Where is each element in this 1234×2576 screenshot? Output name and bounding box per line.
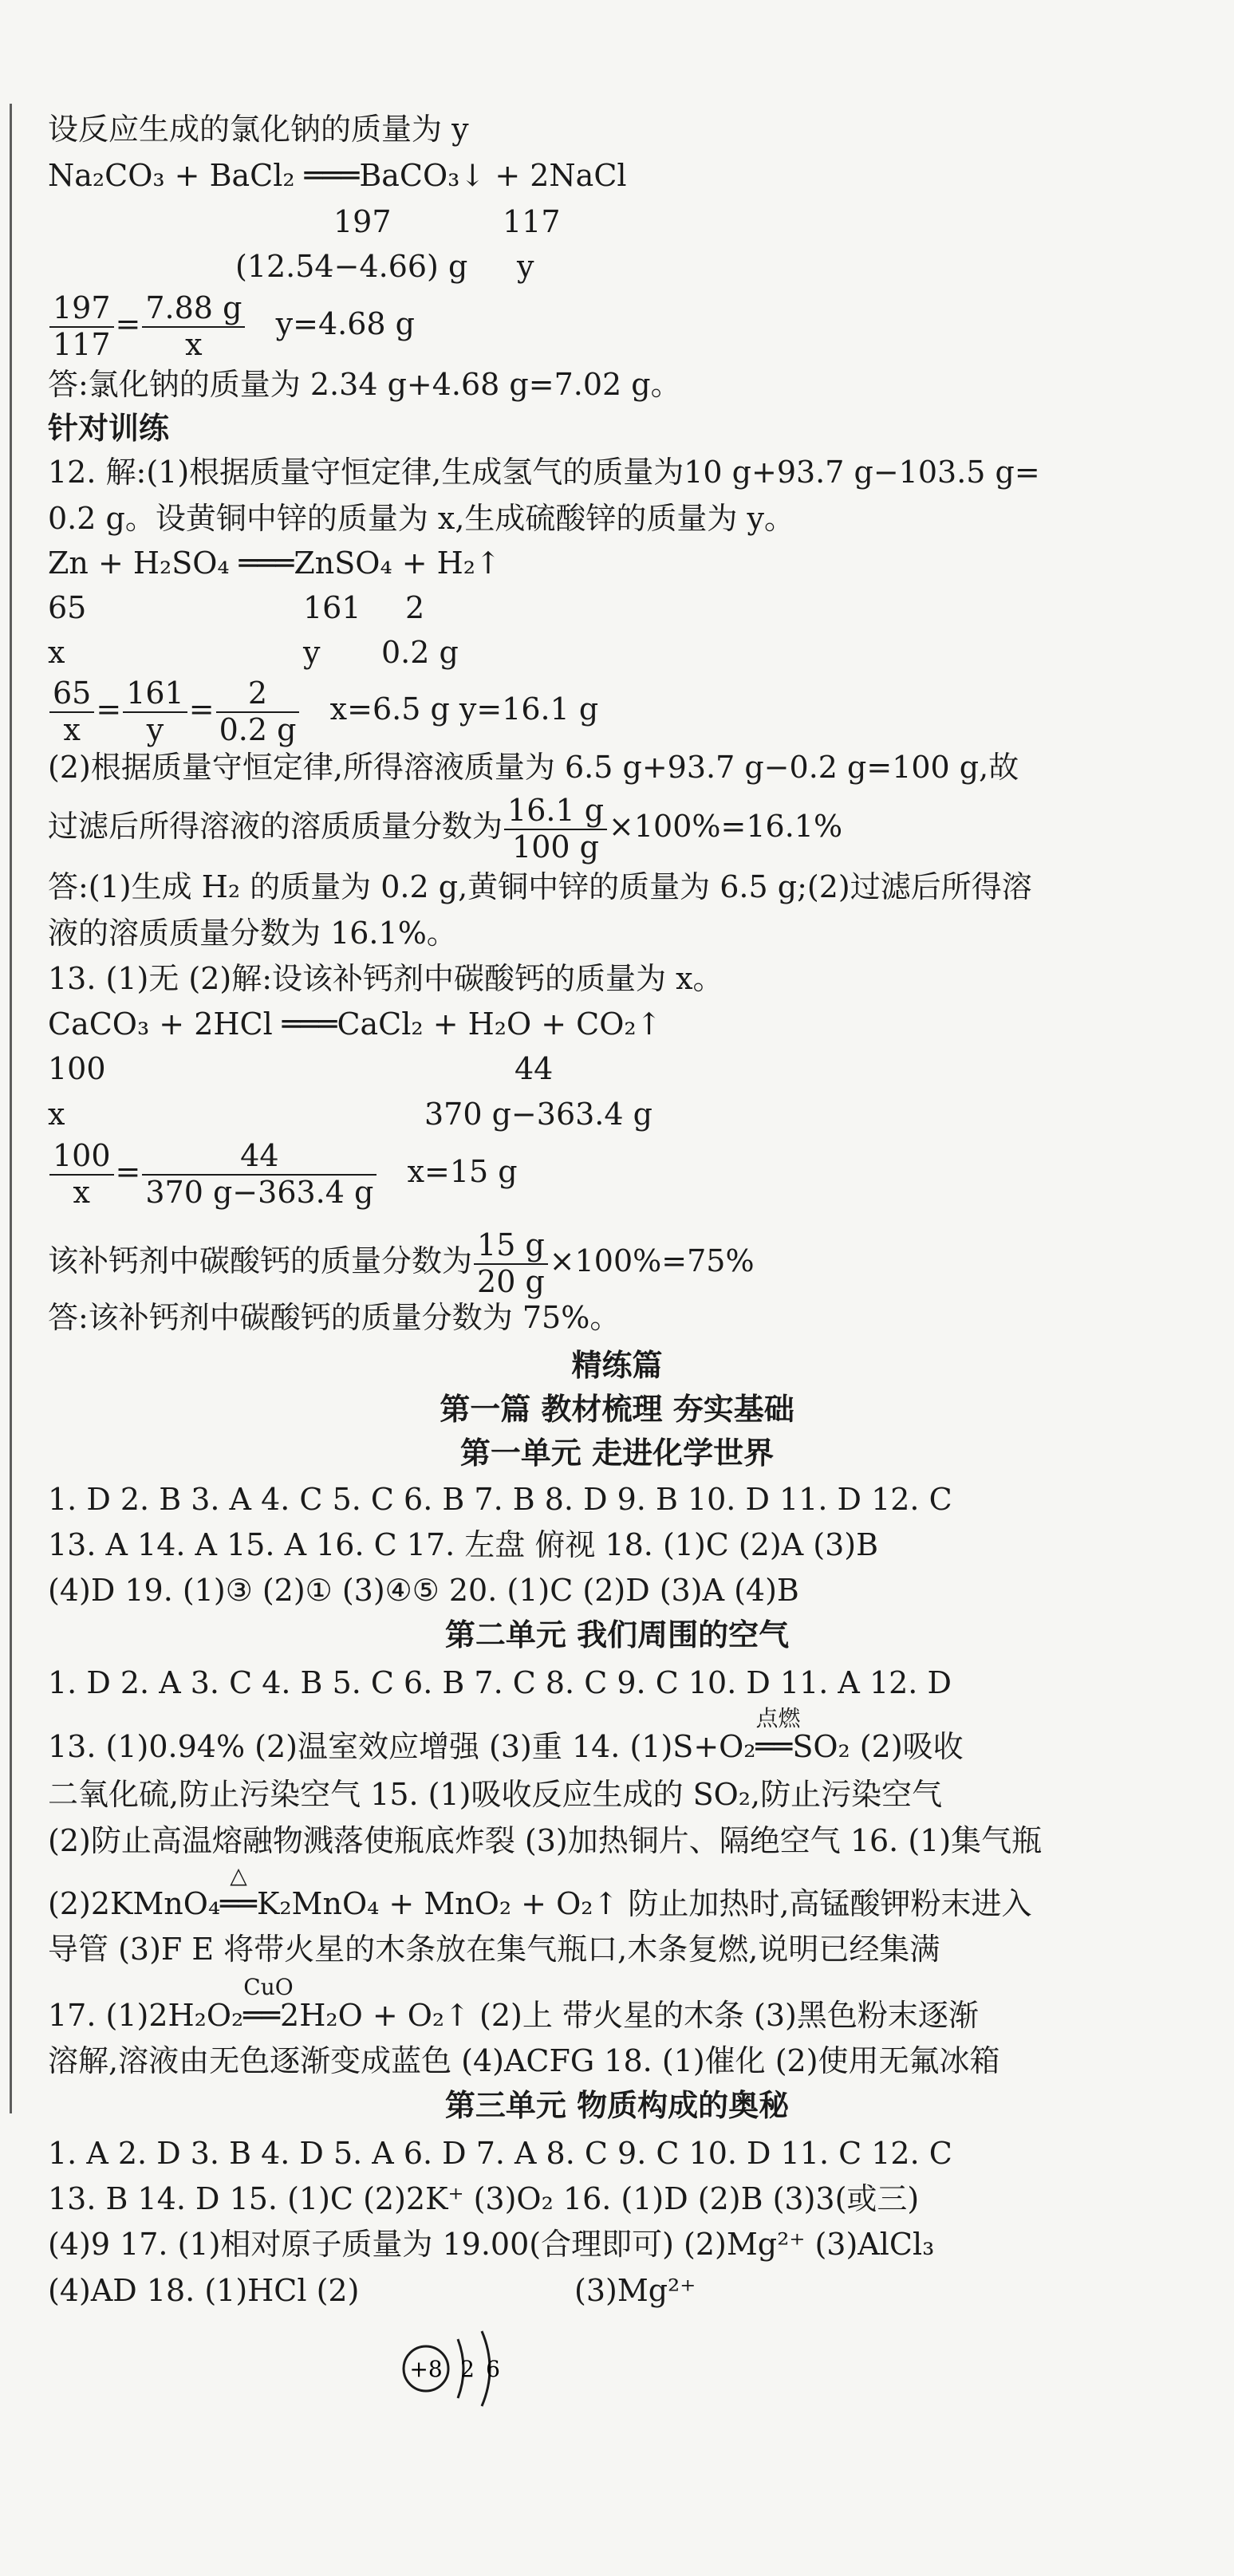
fraction: $\frac{161}{y}$ xyxy=(123,676,187,747)
answer-key-line: (2)防止高温熔融物溅落使瓶底炸裂 (3)加热铜片、隔绝空气 16. (1)集气瓶 xyxy=(48,1823,1043,1858)
fraction: $\frac{7.88 g}{x}$ xyxy=(142,291,245,362)
unit-title: 第二单元 我们周围的空气 xyxy=(444,1617,790,1652)
answer-key-line: 13. (1)0.94% (2)温室效应增强 (3)重 14. (1)S+O₂ 点燃 ══SO₂ (2)吸收 xyxy=(48,1705,964,1764)
answer-key-line: 17. (1)2H₂O₂ CuO ══2H₂O + O₂↑ (2)上 带火星的木条 (3)黑色粉末逐渐 xyxy=(48,1974,979,2033)
problem-12: 12. 解:(1)根据质量守恒定律,生成氢气的质量为10 g+93.7 g−103.5 g= xyxy=(48,455,1040,490)
equation-number: 65 xyxy=(48,590,87,625)
equation-line: Na₂CO₃ + BaCl₂ ═══BaCO₃↓ + 2NaCl xyxy=(48,158,627,193)
equation-number: 117 xyxy=(503,204,561,239)
unit-title: 第三单元 物质构成的奥秘 xyxy=(444,2088,790,2123)
text-line: 0.2 g。设黄铜中锌的质量为 x,生成硫酸锌的质量为 y。 xyxy=(48,501,794,536)
text-line: 该补钙剂中碳酸钙的质量分数为 $\frac{15 g}{20 g}$ ×100%=75% xyxy=(48,1227,755,1299)
equation-number: x xyxy=(48,1097,65,1132)
fraction: $\frac{2}{0.2 g}$ xyxy=(216,676,300,747)
answer-key-line: (4)9 17. (1)相对原子质量为 19.00(合理即可) (2)Mg²⁺ (3)AlCl₃ xyxy=(48,2227,935,2262)
atomic-structure-diagram xyxy=(400,2325,520,2413)
answer-line: 答:(1)生成 H₂ 的质量为 0.2 g,黄铜中锌的质量为 6.5 g;(2)过滤后所得溶 xyxy=(48,869,1032,904)
answer-key-line: 二氧化硫,防止污染空气 15. (1)吸收反应生成的 SO₂,防止污染空气 xyxy=(48,1777,943,1812)
answer-line: 液的溶质质量分数为 16.1%。 xyxy=(48,916,457,951)
problem-13: 13. (1)无 (2)解:设该补钙剂中碳酸钙的质量为 x。 xyxy=(48,961,723,996)
fraction: $\frac{197}{117}$ xyxy=(49,291,114,362)
fraction: $\frac{65}{x}$ xyxy=(49,676,94,747)
fraction: $\frac{100}{x}$ xyxy=(49,1139,114,1210)
equation-number: 197 xyxy=(333,204,392,239)
equation-number: 44 xyxy=(514,1051,554,1086)
answer-key-line: (4)D 19. (1)③ (2)① (3)④⑤ 20. (1)C (2)D (3)A (4)B xyxy=(48,1573,799,1608)
nucleus-charge: +8 xyxy=(409,2356,443,2382)
text-line: 过滤后所得溶液的溶质质量分数为 $\frac{16.1 g}{100 g}$ ×100%=16.1% xyxy=(48,793,843,865)
fraction: $\frac{15 g}{20 g}$ xyxy=(474,1228,548,1299)
reaction-arrow: 点燃 ══ xyxy=(755,1705,801,1764)
fraction: $\frac{16.1 g}{100 g}$ xyxy=(504,794,607,865)
equation-number: 161 xyxy=(303,590,361,625)
answer-key-line: 溶解,溶液由无色逐渐变成蓝色 (4)ACFG 18. (1)催化 (2)使用无氟冰箱 xyxy=(48,2043,1000,2078)
answer-key-line: 1. A 2. D 3. B 4. D 5. A 6. D 7. A 8. C 9. C 10. D 11. C 12. C xyxy=(48,2136,952,2171)
answer-key-line: (4)AD 18. (1)HCl (2) xyxy=(48,2273,360,2308)
answer-key-line: (3)Mg²⁺ xyxy=(574,2273,696,2308)
fraction: $\frac{44}{370 g-363.4 g}$ xyxy=(142,1139,377,1210)
answer-key-line: 13. A 14. A 15. A 16. C 17. 左盘 俯视 18. (1)C (2)A (3)B xyxy=(48,1527,879,1562)
reaction-arrow: △ ══ xyxy=(220,1862,257,1921)
proportion-line: $\frac{65}{x}$ = $\frac{161}{y}$ = $\frac{2}{0.2 g}$ x=6.5 g y=16.1 g xyxy=(48,676,598,747)
answer-key-line: 导管 (3)F E 将带火星的木条放在集气瓶口,木条复燃,说明已经集满 xyxy=(48,1932,940,1967)
answer-key-line: 1. D 2. A 3. C 4. B 5. C 6. B 7. C 8. C 9. C 10. D 11. A 12. D xyxy=(48,1665,952,1700)
answer-line: 答:氯化钠的质量为 2.34 g+4.68 g=7.02 g。 xyxy=(48,367,681,402)
shell-electrons: 2 xyxy=(460,2356,475,2382)
equation-number: (12.54−4.66) g xyxy=(235,249,468,284)
proportion-line: $\frac{100}{x}$ = $\frac{44}{370 g-363.4 g}$ x=15 g xyxy=(48,1139,518,1210)
part-title: 精练篇 xyxy=(571,1348,663,1383)
equation-number: 2 xyxy=(405,590,425,625)
text-line: 设反应生成的氯化钠的质量为 y xyxy=(48,112,469,147)
reaction-arrow: CuO ══ xyxy=(243,1974,294,2033)
answer-key-line: 13. B 14. D 15. (1)C (2)2K⁺ (3)O₂ 16. (1)D (2)B (3)3(或三) xyxy=(48,2181,920,2216)
unit-title: 第一单元 走进化学世界 xyxy=(459,1436,775,1471)
chapter-title: 第一篇 教材梳理 夯实基础 xyxy=(440,1392,794,1427)
answer-key-line: 1. D 2. B 3. A 4. C 5. C 6. B 7. B 8. D 9. B 10. D 11. D 12. C xyxy=(48,1482,952,1517)
margin-rule xyxy=(10,104,12,2113)
text-line: (2)根据质量守恒定律,所得溶液质量为 6.5 g+93.7 g−0.2 g=100 g,故 xyxy=(48,750,1019,785)
equation-number: 370 g−363.4 g xyxy=(424,1097,652,1132)
equation-number: y xyxy=(303,635,321,670)
answer-line: 答:该补钙剂中碳酸钙的质量分数为 75%。 xyxy=(48,1300,621,1335)
answer-key-line: (2)2KMnO₄ △ ══K₂MnO₄ + MnO₂ + O₂↑ 防止加热时,高锰酸钾粉末进入 xyxy=(48,1862,1032,1921)
equation-number: x xyxy=(48,635,65,670)
equation-number: 100 xyxy=(48,1051,106,1086)
section-heading: 针对训练 xyxy=(48,411,170,446)
equation-line: Zn + H₂SO₄ ═══ZnSO₄ + H₂↑ xyxy=(48,546,501,581)
equation-number: 0.2 g xyxy=(381,635,459,670)
equation-line: CaCO₃ + 2HCl ═══CaCl₂ + H₂O + CO₂↑ xyxy=(48,1006,662,1042)
equation-number: y xyxy=(517,249,534,284)
proportion-line: $\frac{197}{117}$ = $\frac{7.88 g}{x}$ y=4.68 g xyxy=(48,291,415,362)
shell-electrons: 6 xyxy=(486,2356,500,2382)
